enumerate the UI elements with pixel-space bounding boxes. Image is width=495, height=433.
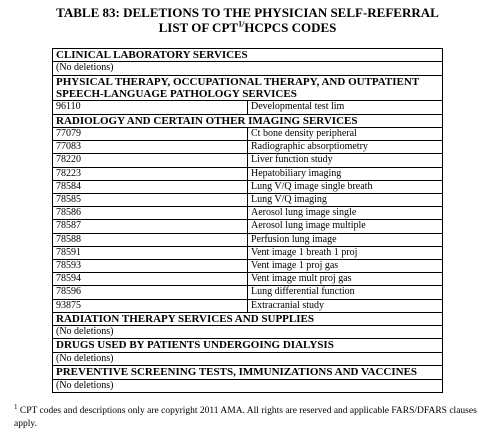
code-description: Vent image mult proj gas xyxy=(248,273,443,286)
code-row xyxy=(53,167,443,180)
cpt-code: 78223 xyxy=(53,167,248,180)
title-superscript: 1/ xyxy=(238,19,245,29)
title-line-2-start: LIST OF CPT xyxy=(158,20,239,35)
code-row xyxy=(53,141,443,154)
cpt-code: 78584 xyxy=(53,180,248,193)
code-description: Extracranial study xyxy=(248,299,443,312)
section-header: RADIOLOGY AND CERTAIN OTHER IMAGING SERVICES xyxy=(53,114,443,127)
cpt-code: 78586 xyxy=(53,207,248,220)
no-deletions-note: (No deletions) xyxy=(53,352,443,365)
title-line-1: TABLE 83: DELETIONS TO THE PHYSICIAN SELF-REFERRAL xyxy=(56,5,439,20)
no-deletions-note: (No deletions) xyxy=(53,379,443,392)
code-description: Aerosol lung image multiple xyxy=(248,220,443,233)
code-description: Perfusion lung image xyxy=(248,233,443,246)
footnote-marker: 1 xyxy=(14,403,18,411)
code-description: Ct bone density peripheral xyxy=(248,128,443,141)
section-header-row xyxy=(53,75,443,101)
code-description: Lung V/Q imaging xyxy=(248,194,443,207)
code-row xyxy=(53,286,443,299)
footnote xyxy=(14,401,484,431)
section-header: PREVENTIVE SCREENING TESTS, IMMUNIZATIONS AND VACCINES xyxy=(53,366,443,379)
section-header: DRUGS USED BY PATIENTS UNDERGOING DIALYSIS xyxy=(53,339,443,352)
code-row xyxy=(53,273,443,286)
cpt-code: 78585 xyxy=(53,194,248,207)
title-line-2-end: HCPCS CODES xyxy=(244,20,337,35)
deletions-table-body xyxy=(53,49,443,393)
cpt-code: 78596 xyxy=(53,286,248,299)
no-deletions-note: (No deletions) xyxy=(53,326,443,339)
footnote-text: CPT codes and descriptions only are copyright 2011 AMA. All rights are reserved and applicable FARS/DFARS clauses apply. xyxy=(14,406,477,430)
code-row xyxy=(53,246,443,259)
code-description: Hepatobiliary imaging xyxy=(248,167,443,180)
section-header: CLINICAL LABORATORY SERVICES xyxy=(53,49,443,62)
cpt-code: 78587 xyxy=(53,220,248,233)
cpt-code: 78591 xyxy=(53,246,248,259)
cpt-code: 78588 xyxy=(53,233,248,246)
no-deletions-row xyxy=(53,62,443,75)
table-title xyxy=(0,5,495,35)
code-row xyxy=(53,101,443,114)
code-description: Aerosol lung image single xyxy=(248,207,443,220)
code-row xyxy=(53,128,443,141)
code-row xyxy=(53,154,443,167)
cpt-code: 77083 xyxy=(53,141,248,154)
code-row xyxy=(53,194,443,207)
cpt-code: 77079 xyxy=(53,128,248,141)
section-header-row xyxy=(53,312,443,325)
code-row xyxy=(53,299,443,312)
code-description: Liver function study xyxy=(248,154,443,167)
code-row xyxy=(53,220,443,233)
section-header: RADIATION THERAPY SERVICES AND SUPPLIES xyxy=(53,312,443,325)
code-description: Lung V/Q image single breath xyxy=(248,180,443,193)
code-row xyxy=(53,260,443,273)
section-header: PHYSICAL THERAPY, OCCUPATIONAL THERAPY, AND OUTPATIENT SPEECH-LANGUAGE PATHOLOGY SERVICES xyxy=(53,75,443,101)
section-header-row xyxy=(53,339,443,352)
code-row xyxy=(53,180,443,193)
code-description: Vent image 1 breath 1 proj xyxy=(248,246,443,259)
deletions-table xyxy=(52,48,443,393)
code-description: Radiographic absorptiometry xyxy=(248,141,443,154)
cpt-code: 93875 xyxy=(53,299,248,312)
cpt-code: 78593 xyxy=(53,260,248,273)
section-header-row xyxy=(53,49,443,62)
section-header-row xyxy=(53,366,443,379)
no-deletions-row xyxy=(53,326,443,339)
no-deletions-row xyxy=(53,379,443,392)
no-deletions-row xyxy=(53,352,443,365)
code-row xyxy=(53,233,443,246)
cpt-code: 78220 xyxy=(53,154,248,167)
no-deletions-note: (No deletions) xyxy=(53,62,443,75)
code-description: Lung differential function xyxy=(248,286,443,299)
code-description: Vent image 1 proj gas xyxy=(248,260,443,273)
code-description: Developmental test lim xyxy=(248,101,443,114)
title-line-2 xyxy=(0,20,495,35)
code-row xyxy=(53,207,443,220)
cpt-code: 78594 xyxy=(53,273,248,286)
cpt-code: 96110 xyxy=(53,101,248,114)
section-header-row xyxy=(53,114,443,127)
